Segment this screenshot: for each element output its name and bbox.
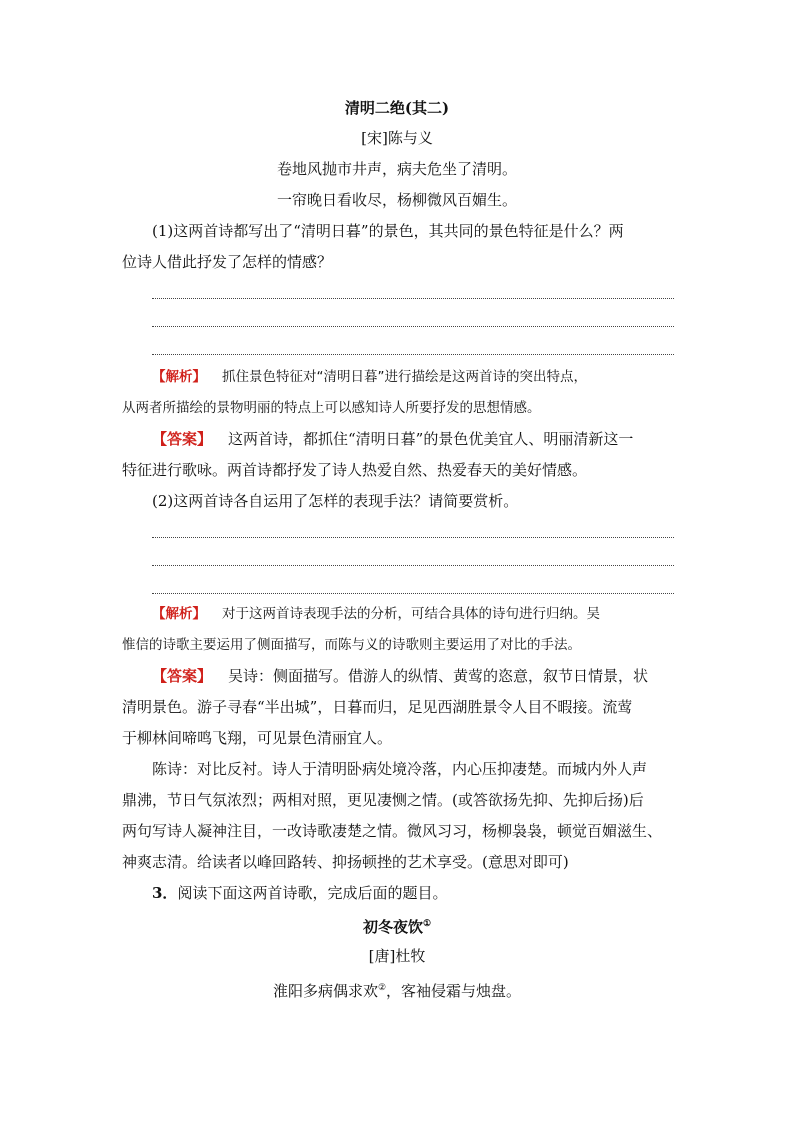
answer-blank-line[interactable] <box>152 354 674 355</box>
answer-2-chen-cont: 鼎沸，节日气氛浓烈；两相对照，更见凄恻之情。(或答欲扬先抑、先抑后扬)后 <box>122 791 644 809</box>
question-3-text: 阅读下面这两首诗歌，完成后面的题目。 <box>177 884 448 902</box>
answer-blank-line[interactable] <box>152 537 674 538</box>
answer-blank-line[interactable] <box>152 298 674 299</box>
analysis-2-cont: 惟信的诗歌主要运用了侧面描写，而陈与义的诗歌则主要运用了对比的手法。 <box>122 637 581 653</box>
footnote-marker: ① <box>422 919 432 929</box>
question-2-text: (2)这两首诗各自运用了怎样的表现手法？请简要赏析。 <box>152 492 519 510</box>
analysis-2 <box>152 603 600 625</box>
poem-line-1: 卷地风抛市井声，病夫危坐了清明。 <box>276 160 517 178</box>
poem-author: [宋]陈与义 <box>361 129 433 147</box>
analysis-text: 抓住景色特征对“清明日暮”进行描绘是这两首诗的突出特点， <box>222 369 587 385</box>
question-number: 3． <box>152 884 178 902</box>
question-1-text: (1)这两首诗都写出了“清明日暮”的景色，其共同的景色特征是什么？两 <box>152 222 624 240</box>
answer-blank-line[interactable] <box>152 326 674 327</box>
answer-text: 吴诗：侧面描写。借游人的纵情、黄莺的恣意，叙节日情景，状 <box>228 667 649 685</box>
answer-2-chen: 陈诗：对比反衬。诗人于清明卧病处境冷落，内心压抑凄楚。而城内外人声 <box>152 760 648 778</box>
answer-2-cont: 清明景色。游子寻春“半出城”，日暮而归，足见西湖胜景令人目不暇接。流莺 <box>122 698 633 716</box>
analysis-label: 【解析】 <box>152 369 206 385</box>
poem-3-title-text: 初冬夜饮 <box>362 918 423 936</box>
poem-3-author: [唐]杜牧 <box>368 947 426 965</box>
poem-line-2: 一帘晚日看收尽，杨柳微风百媚生。 <box>276 191 517 209</box>
footnote-marker: ② <box>377 983 387 993</box>
answer-2-chen-cont: 两句写诗人凝神注目，一改诗歌凄楚之情。微风习习，杨柳袅袅，顿觉百媚滋生、 <box>122 822 663 840</box>
question-3 <box>152 882 447 904</box>
analysis-1-cont: 从两者所描绘的景物明丽的特点上可以感知诗人所要抒发的思想情感。 <box>122 400 541 416</box>
answer-1 <box>152 428 633 450</box>
analysis-1 <box>152 366 587 388</box>
answer-2 <box>152 665 648 687</box>
poem-3-line-1-a: 淮阳多病偶求欢 <box>272 982 378 1000</box>
answer-blank-line[interactable] <box>152 565 674 566</box>
answer-text: 这两首诗，都抓住“清明日暮”的景色优美宜人、明丽清新这一 <box>228 430 634 448</box>
poem-3-line-1-b: ，客袖侵霜与烛盘。 <box>386 982 522 1000</box>
answer-2-chen-cont: 神爽志清。给读者以峰回路转、抑扬顿挫的艺术享受。(意思对即可) <box>122 853 569 871</box>
poem-3-line-1 <box>0 977 794 1002</box>
analysis-text: 对于这两首诗表现手法的分析，可结合具体的诗句进行归纳。吴 <box>222 606 600 622</box>
answer-label: 【答案】 <box>152 430 213 448</box>
answer-1-cont: 特征进行歌咏。两首诗都抒发了诗人热爱自然、热爱春天的美好情感。 <box>122 461 588 479</box>
answer-label: 【答案】 <box>152 667 213 685</box>
answer-2-cont: 于柳林间啼鸣飞翔，可见景色清丽宜人。 <box>122 729 393 747</box>
question-1-text-cont: 位诗人借此抒发了怎样的情感？ <box>122 253 333 271</box>
analysis-label: 【解析】 <box>152 606 206 622</box>
poem-3-title <box>0 913 794 938</box>
answer-blank-line[interactable] <box>152 593 674 594</box>
poem-title: 清明二绝(其二) <box>344 99 450 117</box>
